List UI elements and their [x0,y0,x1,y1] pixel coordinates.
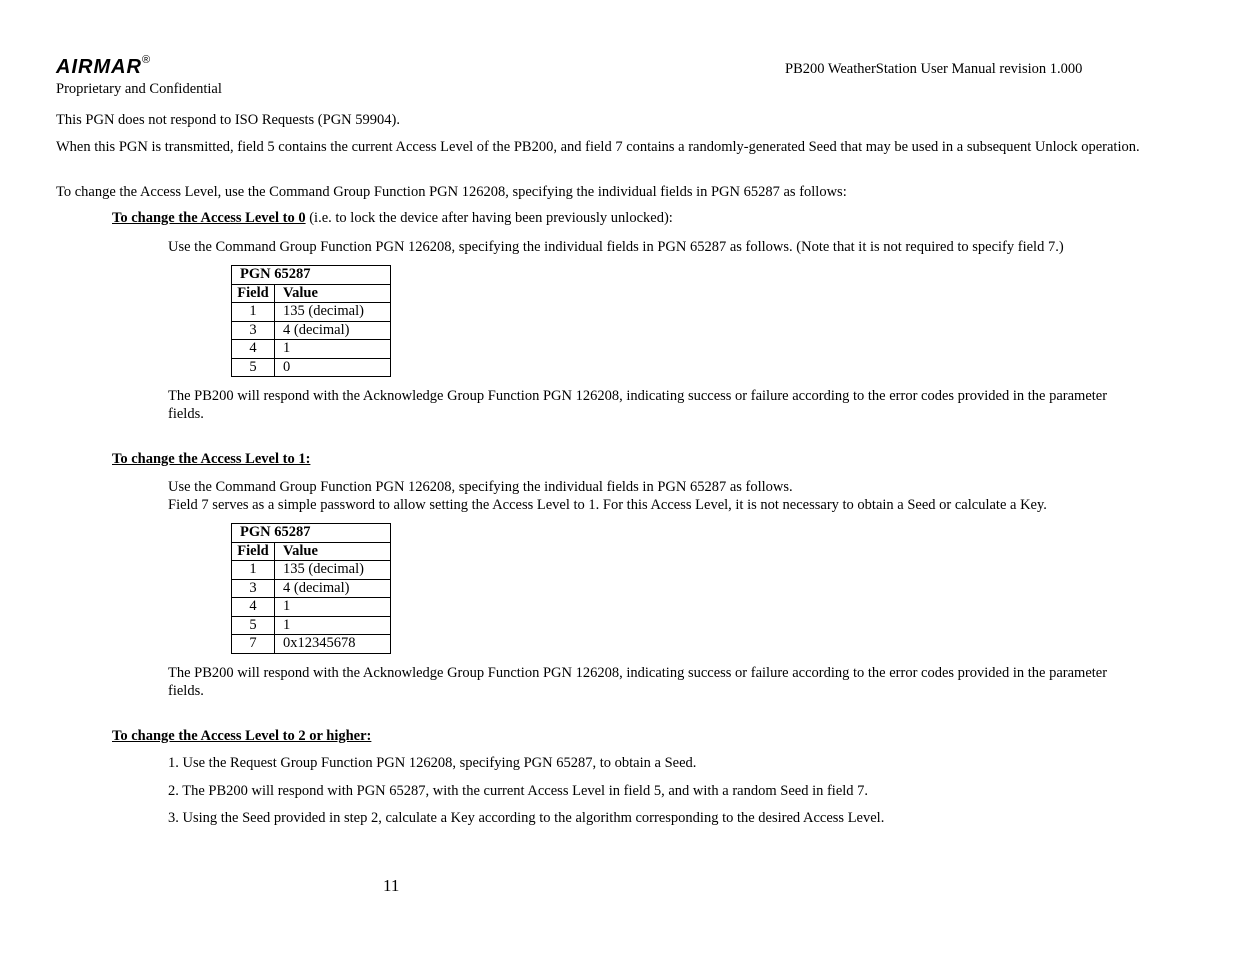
logo-text: AIRMAR [56,56,142,78]
value-cell: 4 (decimal) [275,321,391,340]
section0-response: The PB200 will respond with the Acknowledge Group Function PGN 126208, indicating success or failure according to the error codes provided in the parameter fields. [168,388,1108,422]
intro-paragraph-1: This PGN does not respond to ISO Requests (PGN 59904). [56,112,400,128]
section0-pgn-table [231,265,391,377]
table-header-field: Field [232,284,275,303]
section0-heading-line [112,210,673,227]
section0-heading-note: (i.e. to lock the device after having been previously unlocked): [305,210,673,226]
page-number: 11 [383,876,400,895]
step-item: 3. Using the Seed provided in step 2, calculate a Key according to the algorithm corresponding to the desired Access Level. [168,810,885,826]
table-row [232,598,391,617]
section1-heading: To change the Access Level to 1: [112,451,311,467]
table-title: PGN 65287 [232,266,391,285]
airmar-logo [56,56,151,79]
field-cell: 5 [232,616,275,635]
value-cell: 0x12345678 [275,635,391,654]
section1-pgn-table [231,523,391,654]
value-cell: 135 (decimal) [275,303,391,322]
step-item: 1. Use the Request Group Function PGN 126208, specifying PGN 65287, to obtain a Seed. [168,755,697,771]
section0-heading: To change the Access Level to 0 [112,210,306,226]
section0-instruction: Use the Command Group Function PGN 126208, specifying the individual fields in PGN 65287 as follows. (Note that it is not required to specify field 7.) [168,239,1064,255]
field-cell: 1 [232,303,275,322]
field-cell: 7 [232,635,275,654]
field-cell: 3 [232,579,275,598]
document-title: PB200 WeatherStation User Manual revision 1.000 [785,61,1083,77]
table-row [232,321,391,340]
field-cell: 1 [232,561,275,580]
intro-paragraph-2: When this PGN is transmitted, field 5 contains the current Access Level of the PB200, and field 7 contains a randomly-generated Seed that may be used in a subsequent Unlock operation. [56,139,1140,155]
section2-heading: To change the Access Level to 2 or higher: [112,728,372,744]
value-cell: 0 [275,358,391,377]
section1-instruction-1: Use the Command Group Function PGN 126208, specifying the individual fields in PGN 65287 as follows. [168,479,793,495]
table-row [232,561,391,580]
field-cell: 5 [232,358,275,377]
table-header-field: Field [232,542,275,561]
value-cell: 4 (decimal) [275,579,391,598]
table-row [232,616,391,635]
value-cell: 1 [275,616,391,635]
registered-mark: ® [142,54,152,66]
field-cell: 3 [232,321,275,340]
section1-response: The PB200 will respond with the Acknowledge Group Function PGN 126208, indicating success or failure according to the error codes provided in the parameter fields. [168,665,1108,699]
section1-instruction-2: Field 7 serves as a simple password to allow setting the Access Level to 1. For this Access Level, it is not necessary to obtain a Seed or calculate a Key. [168,497,1047,513]
value-cell: 1 [275,340,391,359]
field-cell: 4 [232,340,275,359]
table-row [232,303,391,322]
table-row [232,579,391,598]
confidential-note: Proprietary and Confidential [56,81,222,97]
table-header-value: Value [275,284,391,303]
table-row [232,358,391,377]
field-cell: 4 [232,598,275,617]
step-item: 2. The PB200 will respond with PGN 65287, with the current Access Level in field 5, and with a random Seed in field 7. [168,783,869,799]
table-row [232,340,391,359]
table-row [232,635,391,654]
value-cell: 135 (decimal) [275,561,391,580]
value-cell: 1 [275,598,391,617]
table-header-value: Value [275,542,391,561]
intro-paragraph-3: To change the Access Level, use the Command Group Function PGN 126208, specifying the individual fields in PGN 65287 as follows: [56,184,847,200]
table-title: PGN 65287 [232,524,391,543]
